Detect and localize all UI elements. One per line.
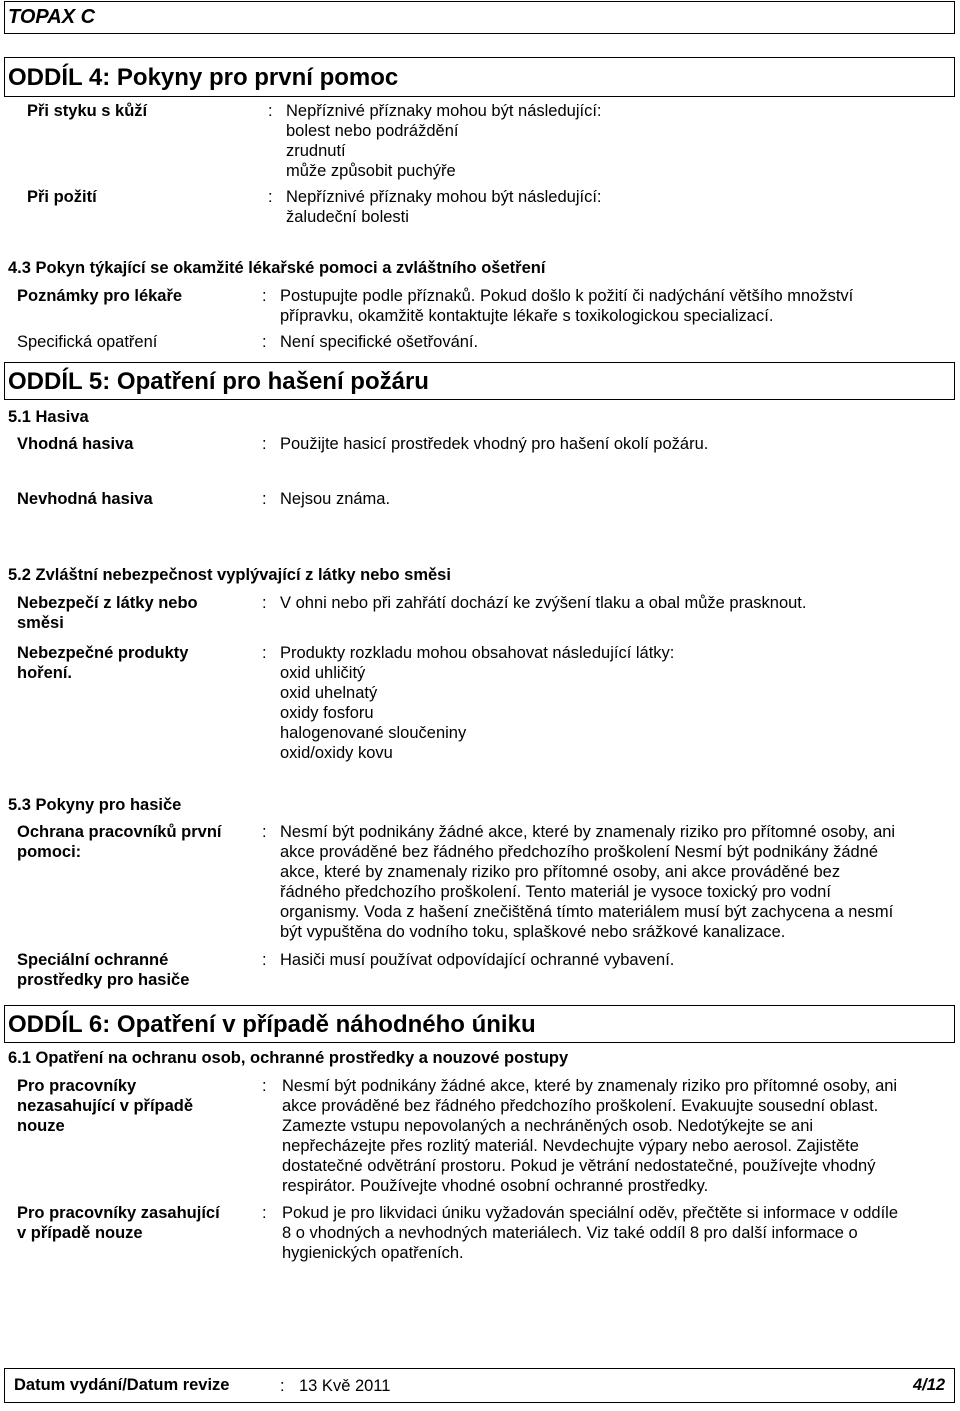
subsection-5-1: 5.1 Hasiva [8,408,89,426]
text-line: oxidy fosforu [280,704,374,722]
text-line: Nesmí být podnikány žádné akce, které by znamenaly riziko pro přítomné osoby, ani [282,1077,898,1095]
text-line: Nepříznivé příznaky mohou být následující: [286,188,602,206]
text-line: nouze [17,1117,65,1135]
combustion-products-label [17,643,188,683]
colon: : [262,594,267,612]
first-aid-protection-value [280,822,895,942]
skin-value [286,101,602,181]
colon: : [262,951,267,969]
text-line: nepřecházejte přes rozlitý materiál. Nevdechujte výpary nebo aerosol. Zajistěte [282,1137,859,1155]
text-line: zrudnutí [286,142,346,160]
text-line: pomoci: [17,843,82,861]
colon: : [262,644,267,662]
section-6-title: ODDÍL 6: Opatření v případě náhodného úniku [8,1011,536,1038]
skin-label: Při styku s kůží [27,102,148,120]
issue-date-label: Datum vydání/Datum revize [14,1376,230,1394]
text-line: může způsobit puchýře [286,162,456,180]
text-line: hygienických opatřeních. [282,1244,464,1262]
text-line: směsi [17,614,64,632]
emergency-responders-value [282,1203,898,1263]
colon: : [262,287,267,305]
colon: : [262,1077,267,1095]
non-emergency-value [282,1076,897,1196]
text-line: přípravku, okamžitě kontaktujte lékaře s toxikologickou specializací. [280,307,774,325]
specific-treatment-label: Specifická opatření [17,333,158,351]
text-line: řádného předchozího proškolení. Tento materiál je vysoce toxický pro vodní [280,883,831,901]
doctor-notes-label: Poznámky pro lékaře [17,287,183,305]
text-line: bolest nebo podráždění [286,122,459,140]
text-line: Nebezpečí z látky nebo [17,594,198,612]
issue-date-value: 13 Kvě 2011 [299,1377,391,1395]
ingestion-label: Při požití [27,188,97,206]
text-line: Ochrana pracovníků první [17,823,222,841]
text-line: Pro pracovníky zasahující [17,1204,220,1222]
footer-colon: : [280,1377,285,1395]
text-line: oxid/oxidy kovu [280,744,393,762]
colon: : [268,102,273,120]
header-bar [4,1,955,34]
section-4-title: ODDÍL 4: Pokyny pro první pomoc [8,64,399,91]
text-line: 8 o vhodných a nevhodných materiálech. Viz také oddíl 8 pro další informace o [282,1224,858,1242]
ingestion-value [286,187,602,227]
text-line: dostatečné odvětrání prostoru. Pokud je větrání nedostatečné, používejte vhodný [282,1157,876,1175]
text-line: nezasahující v případě [17,1097,194,1115]
page-number: 4/12 [913,1376,946,1394]
text-line: Produkty rozkladu mohou obsahovat následující látky: [280,644,675,662]
text-line: Pro pracovníky [17,1077,137,1095]
emergency-responders-label [17,1203,220,1243]
text-line: Nebezpečné produkty [17,644,189,662]
specific-treatment-value: Není specifické ošetřování. [280,333,479,351]
hazard-value: V ohni nebo při zahřátí dochází ke zvýšení tlaku a obal může prasknout. [280,594,807,612]
text-line: akce prováděné bez řádného předchozího proškolení Nesmí být podnikány žádné [280,843,879,861]
combustion-products-value [280,643,674,763]
firefighter-equipment-value: Hasiči musí používat odpovídající ochranné vybavení. [280,951,675,969]
text-line: Postupujte podle příznaků. Pokud došlo k požití či nadýchání většího množství [280,287,854,305]
colon: : [262,490,267,508]
non-emergency-label [17,1076,193,1136]
doctor-notes-value [280,286,853,326]
text-line: Zamezte vstupu nepovolaných a nechráněných osob. Nedotýkejte se ani [282,1117,814,1135]
colon: : [262,435,267,453]
colon: : [262,823,267,841]
product-title: TOPAX C [8,6,96,28]
text-line: být vypuštěna do vodního toku, splaškové nebo srážkové kanalizace. [280,923,786,941]
subsection-6-1: 6.1 Opatření na ochranu osob, ochranné prostředky a nouzové postupy [8,1049,569,1067]
text-line: akce, které by znamenaly riziko pro přítomné osoby, ani akce prováděné bez [280,863,841,881]
first-aid-protection-label [17,822,221,862]
text-line: organismy. Voda z hašení znečištěná tímto materiálem musí být zachycena a nesmí [280,903,894,921]
text-line: oxid uhelnatý [280,684,378,702]
text-line: hoření. [17,664,73,682]
hazard-label [17,593,198,633]
text-line: Pokud je pro likvidaci úniku vyžadován speciální oděv, přečtěte si informace v oddíle [282,1204,899,1222]
text-line: akce prováděné bez řádného předchozího proškolení. Evakuujte sousední oblast. [282,1097,879,1115]
subsection-5-3: 5.3 Pokyny pro hasiče [8,796,182,814]
suitable-media-value: Použijte hasicí prostředek vhodný pro hašení okolí požáru. [280,435,709,453]
text-line: respirátor. Používejte vhodné osobní ochranné prostředky. [282,1177,709,1195]
text-line: prostředky pro hasiče [17,971,190,989]
subsection-4-3: 4.3 Pokyn týkající se okamžité lékařské pomoci a zvláštního ošetření [8,259,546,277]
colon: : [262,1204,267,1222]
section-5-title: ODDÍL 5: Opatření pro hašení požáru [8,368,429,395]
text-line: Speciální ochranné [17,951,169,969]
text-line: halogenované sloučeniny [280,724,467,742]
suitable-media-label: Vhodná hasiva [17,435,134,453]
subsection-5-2: 5.2 Zvláštní nebezpečnost vyplývající z látky nebo směsi [8,566,451,584]
unsuitable-media-value: Nejsou známa. [280,490,391,508]
firefighter-equipment-label [17,950,189,990]
colon: : [262,333,267,351]
text-line: Nepříznivé příznaky mohou být následující: [286,102,602,120]
text-line: oxid uhličitý [280,664,366,682]
text-line: Nesmí být podnikány žádné akce, které by znamenaly riziko pro přítomné osoby, ani [280,823,896,841]
text-line: v případě nouze [17,1224,143,1242]
text-line: žaludeční bolesti [286,208,409,226]
unsuitable-media-label: Nevhodná hasiva [17,490,153,508]
colon: : [268,188,273,206]
